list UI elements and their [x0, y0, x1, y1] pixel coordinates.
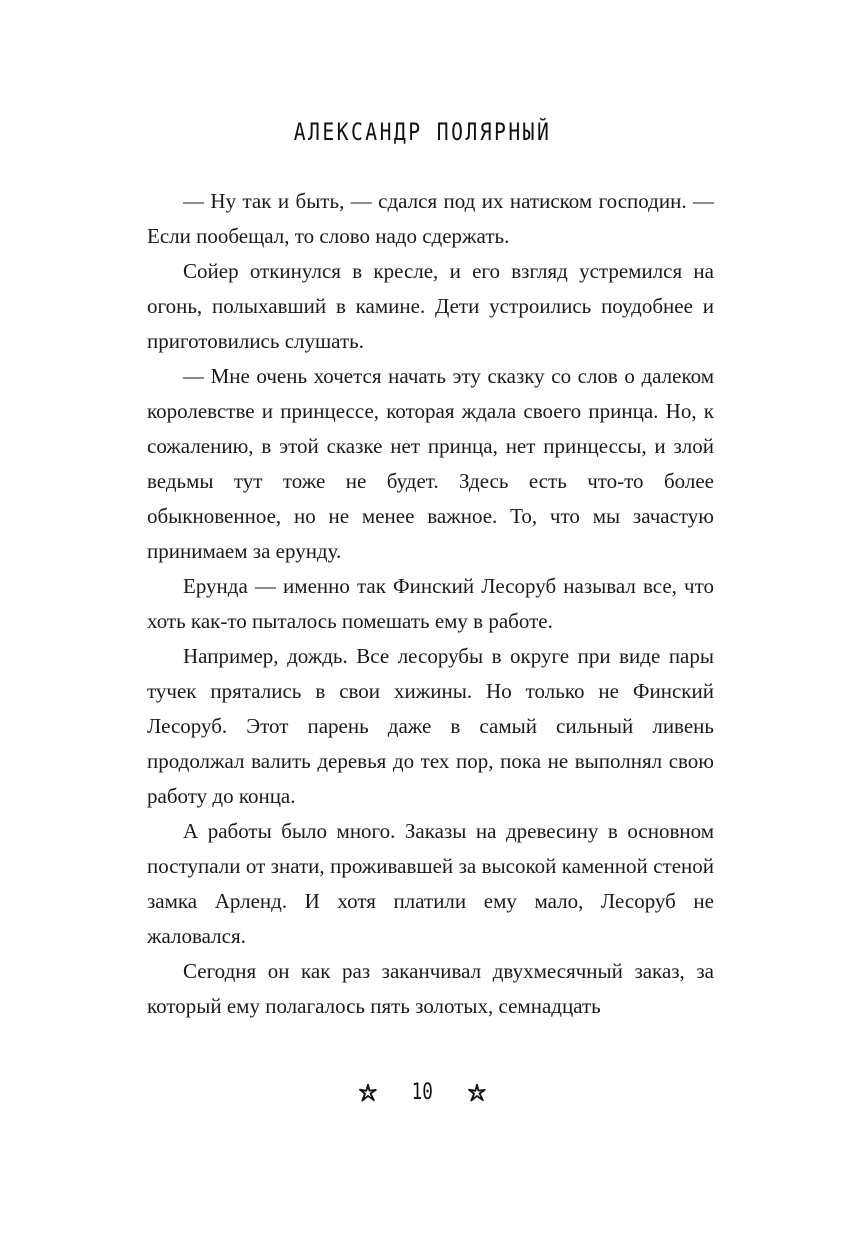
star-icon — [466, 1082, 488, 1104]
paragraph-7: Сегодня он как раз заканчивал двухмесячный заказ, за который ему полагалось пять золотых, семнадцать — [147, 959, 714, 1018]
paragraph-2: Сойер откинулся в кресле, и его взгляд устремился на огонь, полыхавший в камине. Дети устроились поудобнее и приготовились слушать. — [147, 259, 714, 353]
paragraph-3: — Мне очень хочется начать эту сказку со слов о далеком королевстве и принцессе, которая ждала своего принца. Но, к сожалению, в этой сказке нет принца, нет принцессы, и злой ведьмы тут тоже не будет. Здесь есть что-то более обыкновенное, но не менее важное. То, что мы зачастую принимаем за ерунду. — [147, 364, 714, 563]
paragraph-5: Например, дождь. Все лесорубы в округе при виде пары тучек прятались в свои хижины. Но только не Финский Лесоруб. Этот парень даже в самый сильный ливень продолжал валить деревья до тех пор, пока не выполнял свою работу до конца. — [147, 644, 714, 808]
page-footer — [0, 1080, 845, 1105]
page-number: 10 — [411, 1080, 434, 1105]
running-header-author: АЛЕКСАНДР ПОЛЯРНЫЙ — [293, 118, 552, 146]
star-icon — [357, 1082, 379, 1104]
paragraph-6: А работы было много. Заказы на древесину в основном поступали от знати, проживавшей за высокой каменной стеной замка Арленд. И хотя платили ему мало, Лесоруб не жаловался. — [147, 819, 714, 948]
paragraph-1: — Ну так и быть, — сдался под их натиском господин. — Если пообещал, то слово надо сдержать. — [147, 189, 714, 248]
body-text — [147, 184, 714, 1024]
paragraph-4: Ерунда — именно так Финский Лесоруб называл все, что хоть как-то пыталось помешать ему в работе. — [147, 574, 714, 633]
